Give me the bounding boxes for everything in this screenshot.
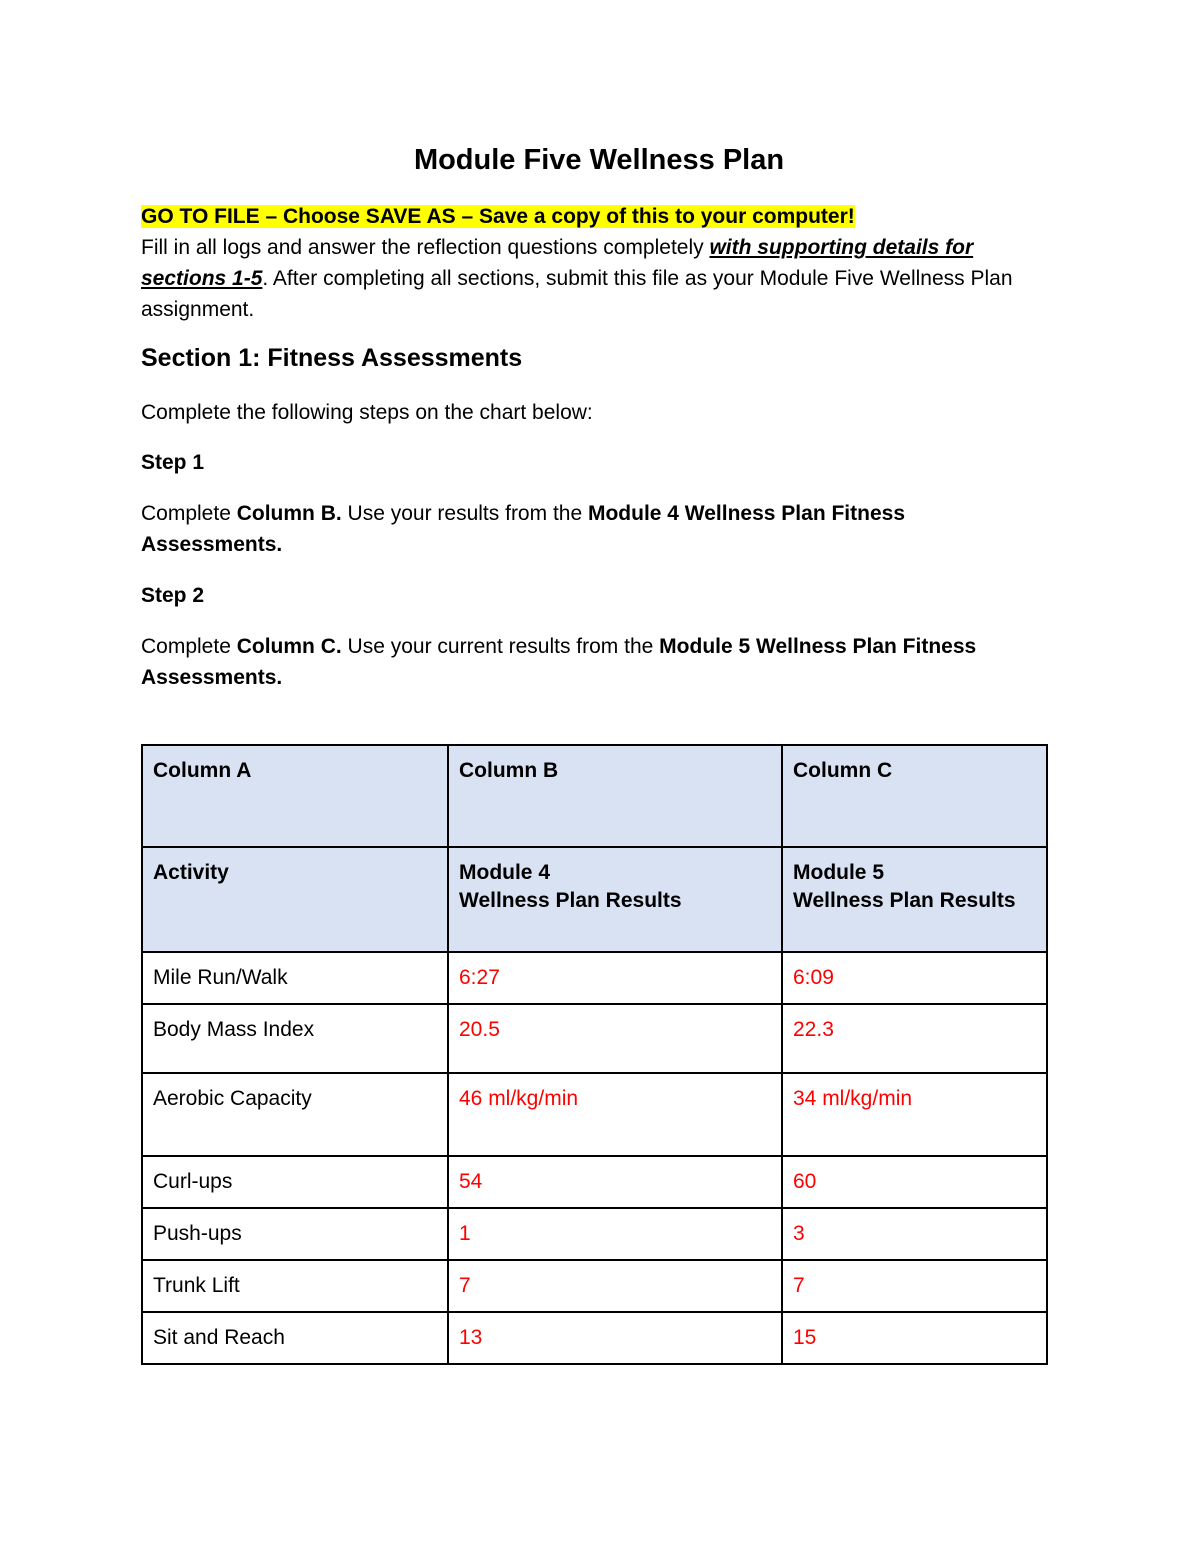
table-row	[142, 1156, 1047, 1208]
activity-cell: Aerobic Capacity	[142, 1073, 448, 1156]
step-2-middle: Use your current results from the	[341, 635, 660, 658]
module-4-value[interactable]: 20.5	[448, 1004, 782, 1073]
step-2-source: Module 5 Wellness Plan Fitness Assessments.	[141, 635, 977, 689]
module-4-value[interactable]: 13	[448, 1312, 782, 1364]
header-column-a: Column A	[142, 745, 448, 847]
module-5-value[interactable]: 34 ml/kg/min	[782, 1073, 1047, 1156]
module-5-value[interactable]: 6:09	[782, 952, 1047, 1004]
table-row	[142, 952, 1047, 1004]
activity-cell: Trunk Lift	[142, 1260, 448, 1312]
subheader-module-5-line2: Wellness Plan Results	[793, 889, 1016, 912]
subheader-module-4-line2: Wellness Plan Results	[459, 889, 682, 912]
activity-cell: Push-ups	[142, 1208, 448, 1260]
subheader-module-5	[782, 847, 1047, 952]
header-column-b: Column B	[448, 745, 782, 847]
module-5-value[interactable]: 15	[782, 1312, 1047, 1364]
module-5-value[interactable]: 60	[782, 1156, 1047, 1208]
step-2-label: Step 2	[141, 584, 205, 607]
table-subheader-row	[142, 847, 1047, 952]
step-1-label: Step 1	[141, 451, 205, 474]
intro-emphasis: with supporting details for sections 1-5	[141, 236, 974, 290]
module-4-value[interactable]: 7	[448, 1260, 782, 1312]
fitness-assessment-table	[141, 744, 1048, 1365]
section-1-instruction: Complete the following steps on the chart below:	[141, 401, 593, 424]
header-column-c: Column C	[782, 745, 1047, 847]
step-1-column: Column B.	[236, 502, 342, 525]
subheader-module-5-line1: Module 5	[793, 861, 885, 884]
step-2-text	[141, 631, 1046, 693]
section-1-heading: Section 1: Fitness Assessments	[141, 344, 523, 372]
table-row	[142, 1073, 1047, 1156]
module-4-value[interactable]: 6:27	[448, 952, 782, 1004]
table-row	[142, 1260, 1047, 1312]
module-4-value[interactable]: 46 ml/kg/min	[448, 1073, 782, 1156]
table-row	[142, 1004, 1047, 1073]
module-5-value[interactable]: 22.3	[782, 1004, 1047, 1073]
step-1-text	[141, 498, 1046, 560]
activity-cell: Sit and Reach	[142, 1312, 448, 1364]
intro-paragraph	[141, 201, 1046, 325]
document-title: Module Five Wellness Plan	[413, 144, 785, 176]
subheader-module-4	[448, 847, 782, 952]
save-instruction-highlight: GO TO FILE – Choose SAVE AS – Save a copy of this to your computer!	[141, 205, 855, 228]
module-4-value[interactable]: 1	[448, 1208, 782, 1260]
table-row	[142, 1208, 1047, 1260]
module-4-value[interactable]: 54	[448, 1156, 782, 1208]
module-5-value[interactable]: 7	[782, 1260, 1047, 1312]
table-header-row	[142, 745, 1047, 847]
step-2-column: Column C.	[236, 635, 342, 658]
step-2-prefix: Complete	[141, 635, 237, 658]
activity-cell: Mile Run/Walk	[142, 952, 448, 1004]
intro-text-after: . After completing all sections, submit this file as your Module Five Wellness Plan assignment.	[141, 267, 1013, 321]
intro-text-before: Fill in all logs and answer the reflection questions completely	[141, 236, 710, 259]
subheader-activity: Activity	[142, 847, 448, 952]
activity-cell: Body Mass Index	[142, 1004, 448, 1073]
activity-cell: Curl-ups	[142, 1156, 448, 1208]
subheader-module-4-line1: Module 4	[459, 861, 551, 884]
step-1-prefix: Complete	[141, 502, 237, 525]
step-1-middle: Use your results from the	[341, 502, 588, 525]
step-1-source: Module 4 Wellness Plan Fitness Assessments.	[141, 502, 905, 556]
table-row	[142, 1312, 1047, 1364]
module-5-value[interactable]: 3	[782, 1208, 1047, 1260]
